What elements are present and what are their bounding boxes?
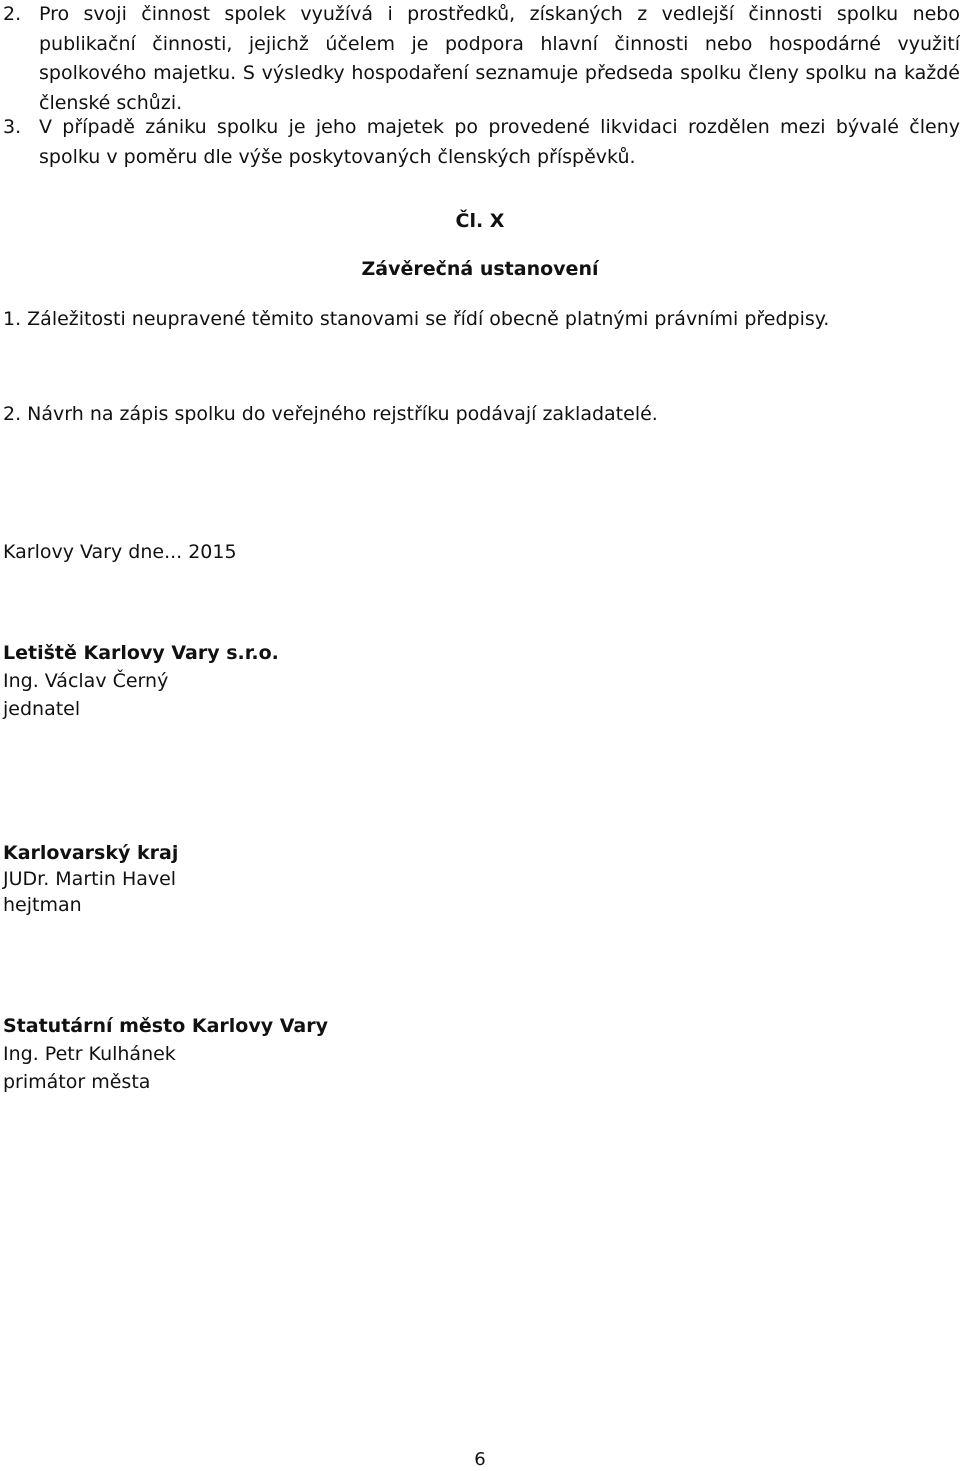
paragraph-text: V případě zániku spolku je jeho majetek po provedené likvidaci rozdělen mezi bývalé členy spolku v poměru dle výše poskytovaných členských příspěvků.: [39, 116, 960, 168]
date-line: Karlovy Vary dne... 2015: [3, 541, 237, 563]
signatory-name: Ing. Petr Kulhánek: [3, 1043, 176, 1065]
signatory-role: hejtman: [3, 894, 82, 916]
signatory-name: Ing. Václav Černý: [3, 670, 169, 692]
signatory-role: primátor města: [3, 1071, 151, 1093]
signatory-role: jednatel: [3, 698, 81, 720]
paragraph-3: [3, 113, 960, 172]
paragraph-2: [3, 0, 960, 118]
article-heading: Čl. X: [455, 210, 505, 232]
signatory-organization: Letiště Karlovy Vary s.r.o.: [3, 642, 279, 664]
paragraph-text: Pro svoji činnost spolek využívá i prostředků, získaných z vedlejší činnosti spolku nebo publikační činnosti, jejichž účelem je podpora hlavní činnosti nebo hospodárné využití spolkového majetku. S výsledky hospodaření seznamuje předseda spolku členy spolku na každé členské schůzi.: [39, 3, 960, 114]
signatory-organization: Statutární město Karlovy Vary: [3, 1015, 328, 1037]
paragraph-number: 2.: [3, 3, 22, 25]
provision-2: 2. Návrh na zápis spolku do veřejného rejstříku podávají zakladatelé.: [3, 403, 658, 425]
signatory-name: JUDr. Martin Havel: [3, 868, 177, 890]
paragraph-number: 3.: [3, 116, 22, 138]
article-title: Závěrečná ustanovení: [361, 258, 599, 280]
page-number: 6: [474, 1449, 486, 1470]
signatory-organization: Karlovarský kraj: [3, 842, 179, 864]
provision-1: 1. Záležitosti neupravené těmito stanovami se řídí obecně platnými právními předpisy.: [3, 308, 830, 330]
